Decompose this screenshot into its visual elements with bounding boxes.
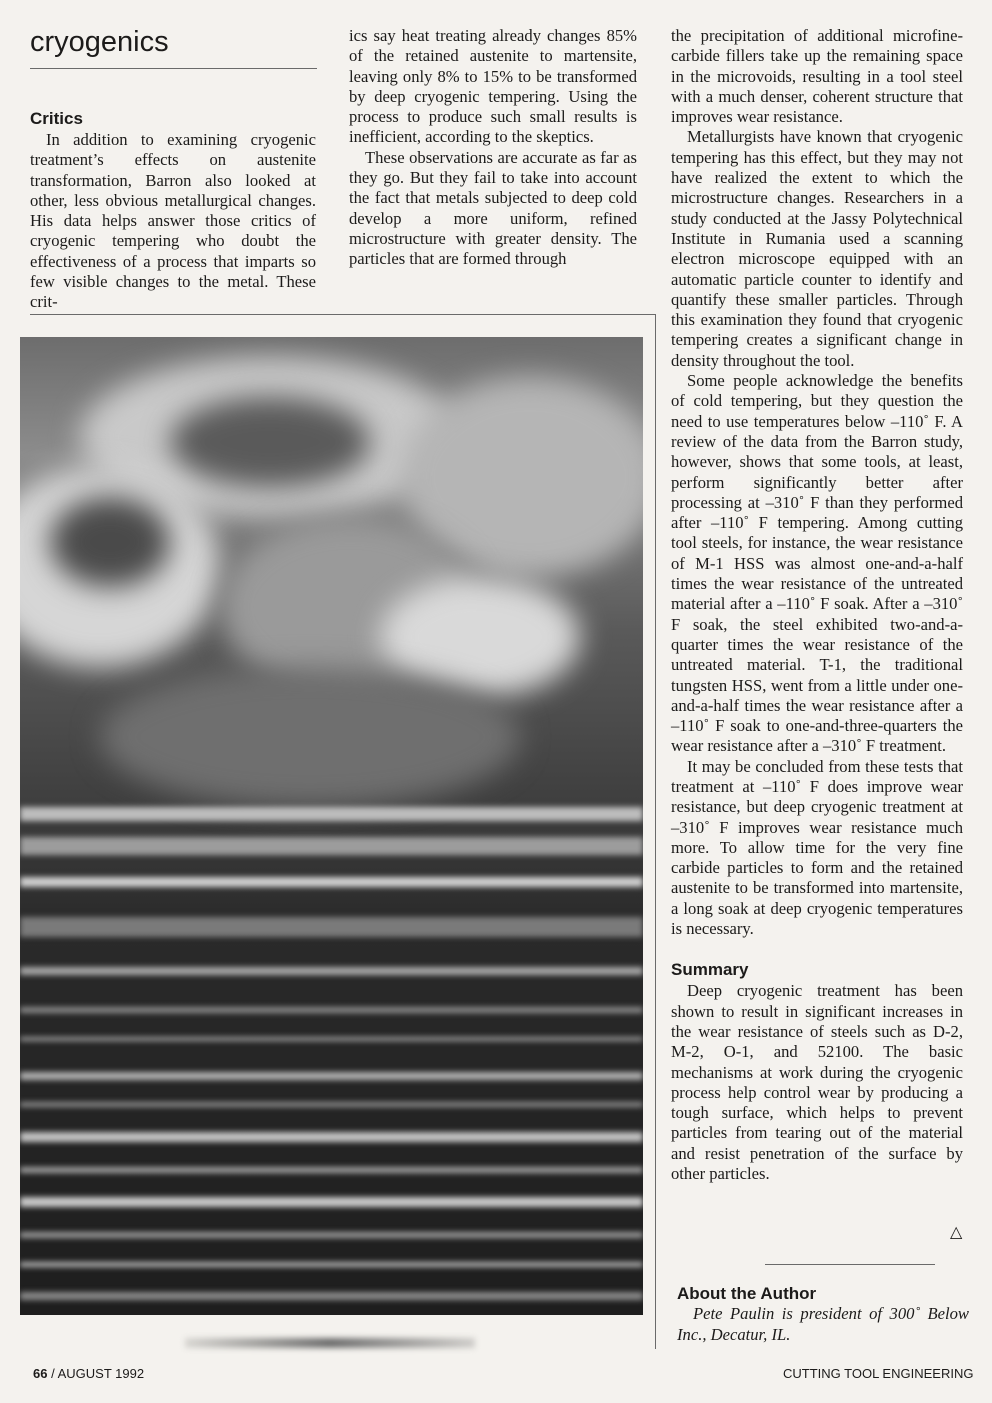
col3-paragraph-3: Some people acknowledge the benefits of cold tempering, but they question the need to use temperatures below –110˚ F. A review of the data from the Barron study, however, shows that some tools, at least, perform significantly better after processing at –310˚ F than they performed after –110˚ F tempering. Among cutting tool steels, for instance, the wear resistance of M-1 HSS was almost one-and-a-half times the wear resistance of the untreated material after a –110˚ F soak. After a –310˚ F soak, the steel exhibited two-and-a-quarter times the wear resistance of the untreated material. T-1, the traditional tungsten HSS, went from a little under one-and-a-half times the wear resistance after a –110˚ F soak to one-and-three-quarters the wear resistance after a –310˚ F treatment. <box>671 371 963 756</box>
issue-date: / AUGUST 1992 <box>51 1366 145 1381</box>
column-1 <box>30 108 316 313</box>
header-rule <box>30 68 317 69</box>
blurred-photo <box>20 337 643 1315</box>
footer-left <box>33 1366 144 1381</box>
about-text: Pete Paulin is president of 300˚ Below Inc., Decatur, IL. <box>677 1304 969 1344</box>
column-2 <box>349 26 637 270</box>
caption-bar-blur <box>185 1338 475 1348</box>
about-author <box>677 1284 969 1345</box>
col2-paragraph-1: ics say heat treating already changes 85% of the retained austenite to martensite, leaving only 8% to 15% to be transformed by deep cryogenic tempering. Using the process to produce such small results is inefficient, according to the skeptics. <box>349 26 637 147</box>
col3-paragraph-4: It may be concluded from these tests that treatment at –110˚ F does improve wear resistance, but deep cryogenic treatment at –310˚ F improves wear resistance much more. To allow time for the very fine carbide particles to form and the retained austenite to be transformed into martensite, a long soak at deep cryogenic temperatures is necessary. <box>671 756 963 939</box>
column-3 <box>671 26 963 1184</box>
photo-top-rule <box>30 314 655 315</box>
author-rule <box>765 1264 935 1265</box>
summary-heading: Summary <box>671 960 749 980</box>
col3-paragraph-2: Metallurgists have known that cryogenic tempering has this effect, but they may not have realized the extent to which the microstructure changes. Researchers in a study conducted at the Jassy Polytechnical Institute in Rumania used a scanning electron microscope equipped with an automatic particle counter to identify and quantify these smaller particles. Through this examination they found that cryogenic tempering creates a significant change in density throughout the tool. <box>671 127 963 370</box>
page-number: 66 <box>33 1366 48 1381</box>
about-heading: About the Author <box>677 1284 817 1303</box>
critics-paragraph: In addition to examining cryogenic treatment’s effects on austenite transformation, Barron also looked at other, less obvious metallurgical changes. His data helps answer those critics of cryogenic tempering who doubt the effectiveness of a process that imparts so few visible changes to the metal. These crit- <box>30 130 316 312</box>
section-label: cryogenics <box>30 26 169 58</box>
critics-heading: Critics <box>30 109 83 128</box>
summary-paragraph: Deep cryogenic treatment has been shown to result in significant increases in the wear resistance of steels such as D-2, M-2, O-1, and 52100. The basic mechanisms at work during the cryogenic process help control wear by producing a tough surface, which helps to prevent particles from tearing out of the material and resist penetration of the surface by other particles. <box>671 981 963 1184</box>
col2-paragraph-2: These observations are accurate as far as they go. But they fail to take into account the fact that metals subjected to deep cold develop a more uniform, refined microstructure with greater density. The particles that are formed through <box>349 147 637 269</box>
col3-paragraph-1: the precipitation of additional microfine-carbide fillers take up the remaining space in the microvoids, resulting in a tool steel with a much denser, coherent structure that improves wear resistance. <box>671 26 963 127</box>
end-mark: △ <box>950 1222 963 1241</box>
publication-name: CUTTING TOOL ENGINEERING <box>783 1366 974 1381</box>
column-divider <box>655 314 656 1349</box>
